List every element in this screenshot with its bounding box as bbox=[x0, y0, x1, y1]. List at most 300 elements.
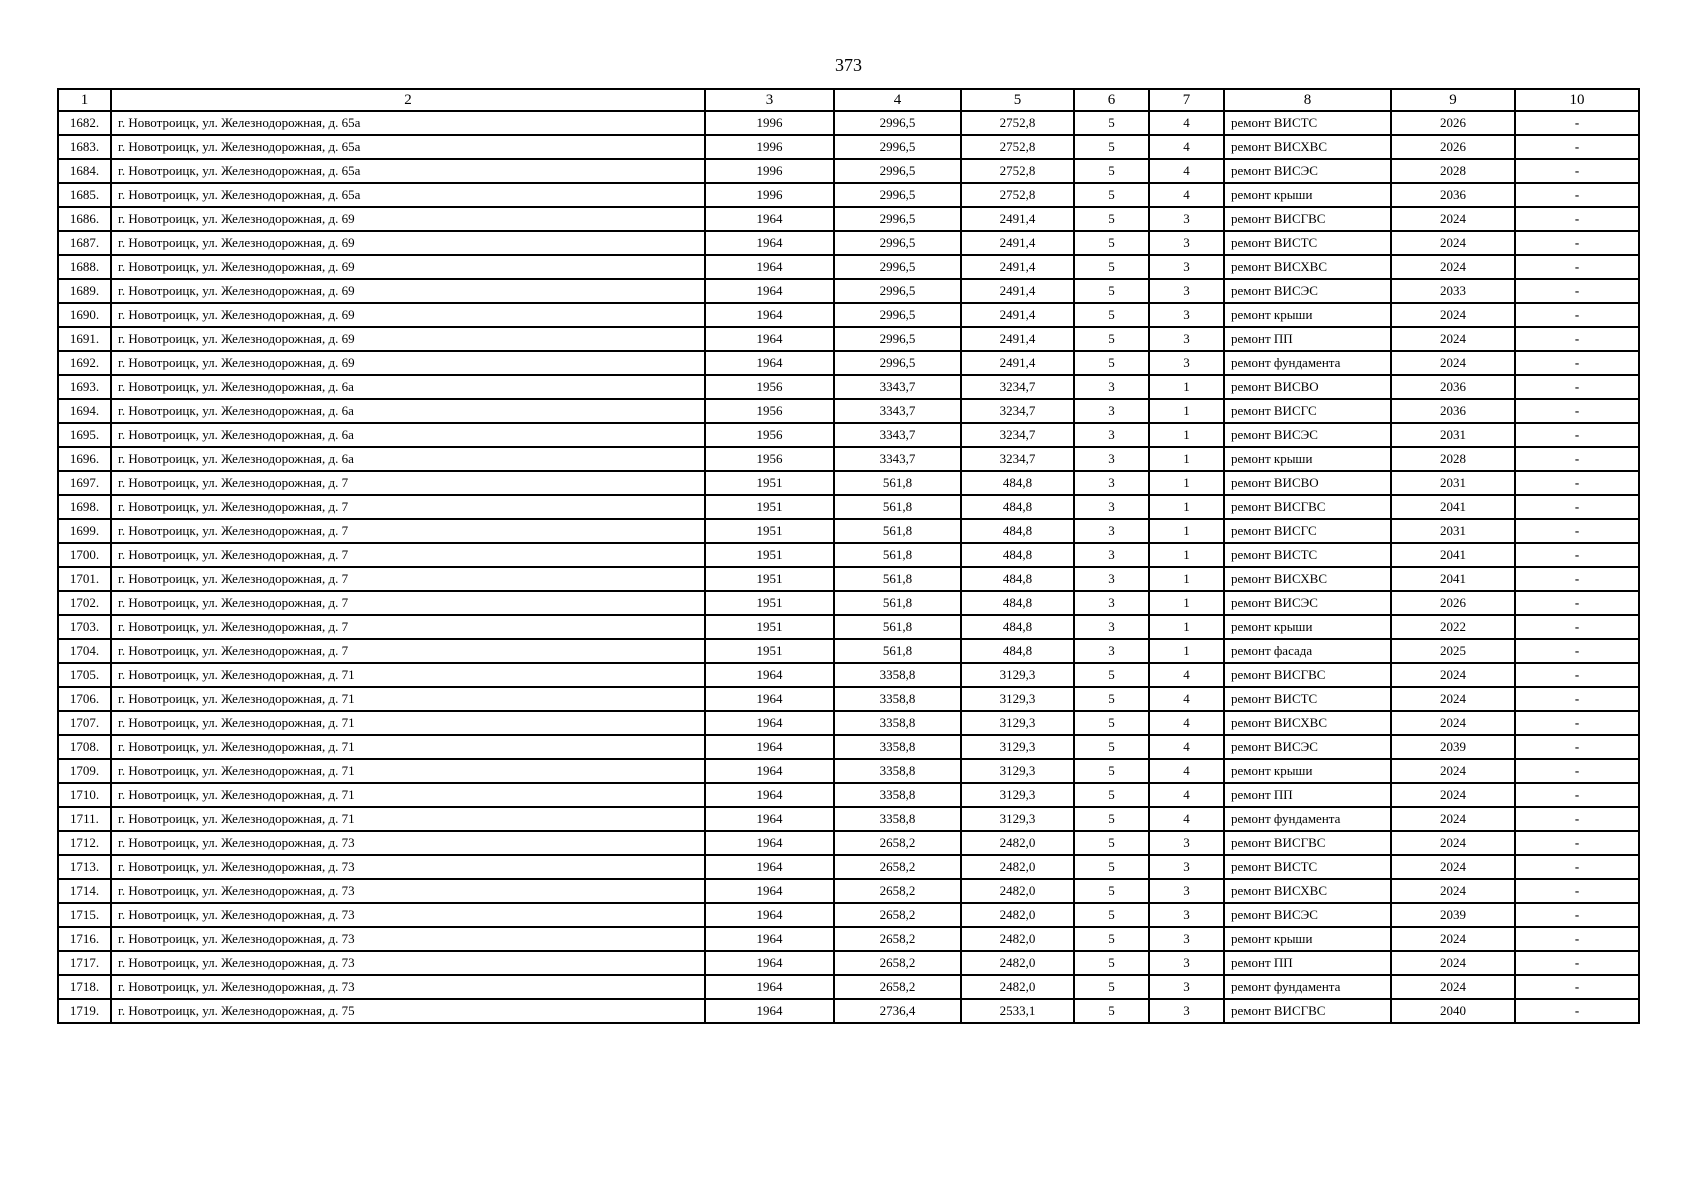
total-area-cell: 2996,5 bbox=[834, 183, 961, 207]
extra-cell: - bbox=[1515, 879, 1639, 903]
planned-year-cell: 2039 bbox=[1391, 903, 1515, 927]
table-row bbox=[58, 783, 1639, 807]
extra-cell: - bbox=[1515, 951, 1639, 975]
planned-year-cell: 2039 bbox=[1391, 735, 1515, 759]
year-cell: 1951 bbox=[705, 471, 834, 495]
extra-cell: - bbox=[1515, 303, 1639, 327]
work-type-cell: ремонт ВИСЭС bbox=[1224, 591, 1391, 615]
address-cell: г. Новотроицк, ул. Железнодорожная, д. 71 bbox=[111, 783, 705, 807]
entrances-cell: 1 bbox=[1149, 519, 1224, 543]
row-number-cell: 1709. bbox=[58, 759, 111, 783]
entrances-cell: 4 bbox=[1149, 663, 1224, 687]
total-area-cell: 3343,7 bbox=[834, 375, 961, 399]
floors-cell: 5 bbox=[1074, 111, 1149, 135]
total-area-cell: 2996,5 bbox=[834, 255, 961, 279]
row-number-cell: 1715. bbox=[58, 903, 111, 927]
work-type-cell: ремонт крыши bbox=[1224, 615, 1391, 639]
entrances-cell: 4 bbox=[1149, 807, 1224, 831]
column-header: 3 bbox=[705, 89, 834, 111]
living-area-cell: 3129,3 bbox=[961, 783, 1074, 807]
extra-cell: - bbox=[1515, 447, 1639, 471]
total-area-cell: 2996,5 bbox=[834, 351, 961, 375]
living-area-cell: 3129,3 bbox=[961, 759, 1074, 783]
row-number-cell: 1716. bbox=[58, 927, 111, 951]
year-cell: 1964 bbox=[705, 903, 834, 927]
floors-cell: 5 bbox=[1074, 855, 1149, 879]
entrances-cell: 3 bbox=[1149, 951, 1224, 975]
entrances-cell: 3 bbox=[1149, 927, 1224, 951]
total-area-cell: 2658,2 bbox=[834, 927, 961, 951]
address-cell: г. Новотроицк, ул. Железнодорожная, д. 73 bbox=[111, 975, 705, 999]
table-row bbox=[58, 279, 1639, 303]
work-type-cell: ремонт ПП bbox=[1224, 783, 1391, 807]
table-row bbox=[58, 975, 1639, 999]
planned-year-cell: 2031 bbox=[1391, 423, 1515, 447]
entrances-cell: 3 bbox=[1149, 879, 1224, 903]
year-cell: 1964 bbox=[705, 807, 834, 831]
entrances-cell: 3 bbox=[1149, 999, 1224, 1023]
floors-cell: 3 bbox=[1074, 639, 1149, 663]
living-area-cell: 2752,8 bbox=[961, 183, 1074, 207]
address-cell: г. Новотроицк, ул. Железнодорожная, д. 71 bbox=[111, 711, 705, 735]
work-type-cell: ремонт ВИСГВС bbox=[1224, 663, 1391, 687]
row-number-cell: 1689. bbox=[58, 279, 111, 303]
address-cell: г. Новотроицк, ул. Железнодорожная, д. 73 bbox=[111, 879, 705, 903]
header-row bbox=[58, 89, 1639, 111]
living-area-cell: 2491,4 bbox=[961, 351, 1074, 375]
table-row bbox=[58, 495, 1639, 519]
extra-cell: - bbox=[1515, 687, 1639, 711]
work-type-cell: ремонт ВИСХВС bbox=[1224, 567, 1391, 591]
floors-cell: 5 bbox=[1074, 183, 1149, 207]
table-row bbox=[58, 999, 1639, 1023]
planned-year-cell: 2024 bbox=[1391, 255, 1515, 279]
extra-cell: - bbox=[1515, 183, 1639, 207]
floors-cell: 3 bbox=[1074, 423, 1149, 447]
year-cell: 1996 bbox=[705, 135, 834, 159]
table-header bbox=[58, 89, 1639, 111]
living-area-cell: 2482,0 bbox=[961, 879, 1074, 903]
year-cell: 1996 bbox=[705, 111, 834, 135]
planned-year-cell: 2036 bbox=[1391, 375, 1515, 399]
table-row bbox=[58, 927, 1639, 951]
row-number-cell: 1687. bbox=[58, 231, 111, 255]
year-cell: 1951 bbox=[705, 495, 834, 519]
extra-cell: - bbox=[1515, 711, 1639, 735]
address-cell: г. Новотроицк, ул. Железнодорожная, д. 6а bbox=[111, 423, 705, 447]
floors-cell: 5 bbox=[1074, 927, 1149, 951]
work-type-cell: ремонт фундамента bbox=[1224, 975, 1391, 999]
entrances-cell: 3 bbox=[1149, 975, 1224, 999]
row-number-cell: 1719. bbox=[58, 999, 111, 1023]
year-cell: 1956 bbox=[705, 375, 834, 399]
row-number-cell: 1697. bbox=[58, 471, 111, 495]
table-row bbox=[58, 543, 1639, 567]
address-cell: г. Новотроицк, ул. Железнодорожная, д. 73 bbox=[111, 855, 705, 879]
work-type-cell: ремонт крыши bbox=[1224, 447, 1391, 471]
floors-cell: 5 bbox=[1074, 831, 1149, 855]
year-cell: 1996 bbox=[705, 183, 834, 207]
living-area-cell: 3234,7 bbox=[961, 447, 1074, 471]
total-area-cell: 2996,5 bbox=[834, 231, 961, 255]
total-area-cell: 2996,5 bbox=[834, 135, 961, 159]
planned-year-cell: 2041 bbox=[1391, 567, 1515, 591]
total-area-cell: 2658,2 bbox=[834, 951, 961, 975]
address-cell: г. Новотроицк, ул. Железнодорожная, д. 69 bbox=[111, 279, 705, 303]
row-number-cell: 1707. bbox=[58, 711, 111, 735]
year-cell: 1956 bbox=[705, 399, 834, 423]
table-row bbox=[58, 351, 1639, 375]
entrances-cell: 3 bbox=[1149, 231, 1224, 255]
floors-cell: 3 bbox=[1074, 495, 1149, 519]
entrances-cell: 3 bbox=[1149, 351, 1224, 375]
year-cell: 1964 bbox=[705, 231, 834, 255]
planned-year-cell: 2024 bbox=[1391, 327, 1515, 351]
table-row bbox=[58, 399, 1639, 423]
row-number-cell: 1695. bbox=[58, 423, 111, 447]
year-cell: 1964 bbox=[705, 879, 834, 903]
extra-cell: - bbox=[1515, 423, 1639, 447]
row-number-cell: 1698. bbox=[58, 495, 111, 519]
entrances-cell: 1 bbox=[1149, 375, 1224, 399]
entrances-cell: 4 bbox=[1149, 183, 1224, 207]
address-cell: г. Новотроицк, ул. Железнодорожная, д. 7 bbox=[111, 471, 705, 495]
total-area-cell: 561,8 bbox=[834, 519, 961, 543]
floors-cell: 5 bbox=[1074, 663, 1149, 687]
table-row bbox=[58, 711, 1639, 735]
table-row bbox=[58, 423, 1639, 447]
extra-cell: - bbox=[1515, 255, 1639, 279]
extra-cell: - bbox=[1515, 159, 1639, 183]
extra-cell: - bbox=[1515, 639, 1639, 663]
extra-cell: - bbox=[1515, 615, 1639, 639]
living-area-cell: 2491,4 bbox=[961, 303, 1074, 327]
living-area-cell: 484,8 bbox=[961, 495, 1074, 519]
row-number-cell: 1686. bbox=[58, 207, 111, 231]
extra-cell: - bbox=[1515, 663, 1639, 687]
address-cell: г. Новотроицк, ул. Железнодорожная, д. 65а bbox=[111, 135, 705, 159]
table-row bbox=[58, 567, 1639, 591]
total-area-cell: 3358,8 bbox=[834, 807, 961, 831]
total-area-cell: 2996,5 bbox=[834, 303, 961, 327]
entrances-cell: 3 bbox=[1149, 255, 1224, 279]
address-cell: г. Новотроицк, ул. Железнодорожная, д. 73 bbox=[111, 951, 705, 975]
address-cell: г. Новотроицк, ул. Железнодорожная, д. 71 bbox=[111, 663, 705, 687]
column-header: 10 bbox=[1515, 89, 1639, 111]
table-row bbox=[58, 759, 1639, 783]
year-cell: 1956 bbox=[705, 423, 834, 447]
total-area-cell: 561,8 bbox=[834, 495, 961, 519]
living-area-cell: 3234,7 bbox=[961, 423, 1074, 447]
address-cell: г. Новотроицк, ул. Железнодорожная, д. 69 bbox=[111, 231, 705, 255]
row-number-cell: 1699. bbox=[58, 519, 111, 543]
year-cell: 1964 bbox=[705, 735, 834, 759]
total-area-cell: 2996,5 bbox=[834, 279, 961, 303]
table-row bbox=[58, 519, 1639, 543]
floors-cell: 5 bbox=[1074, 807, 1149, 831]
work-type-cell: ремонт ВИСТС bbox=[1224, 855, 1391, 879]
total-area-cell: 3358,8 bbox=[834, 663, 961, 687]
planned-year-cell: 2024 bbox=[1391, 231, 1515, 255]
extra-cell: - bbox=[1515, 927, 1639, 951]
work-type-cell: ремонт ВИСХВС bbox=[1224, 255, 1391, 279]
total-area-cell: 2996,5 bbox=[834, 159, 961, 183]
extra-cell: - bbox=[1515, 999, 1639, 1023]
extra-cell: - bbox=[1515, 327, 1639, 351]
extra-cell: - bbox=[1515, 855, 1639, 879]
extra-cell: - bbox=[1515, 351, 1639, 375]
floors-cell: 5 bbox=[1074, 711, 1149, 735]
floors-cell: 3 bbox=[1074, 591, 1149, 615]
table-row bbox=[58, 111, 1639, 135]
table-row bbox=[58, 831, 1639, 855]
planned-year-cell: 2024 bbox=[1391, 927, 1515, 951]
year-cell: 1996 bbox=[705, 159, 834, 183]
floors-cell: 5 bbox=[1074, 255, 1149, 279]
extra-cell: - bbox=[1515, 495, 1639, 519]
planned-year-cell: 2031 bbox=[1391, 519, 1515, 543]
work-type-cell: ремонт ВИСХВС bbox=[1224, 879, 1391, 903]
entrances-cell: 4 bbox=[1149, 687, 1224, 711]
living-area-cell: 3129,3 bbox=[961, 735, 1074, 759]
extra-cell: - bbox=[1515, 783, 1639, 807]
planned-year-cell: 2040 bbox=[1391, 999, 1515, 1023]
year-cell: 1964 bbox=[705, 207, 834, 231]
address-cell: г. Новотроицк, ул. Железнодорожная, д. 6а bbox=[111, 399, 705, 423]
year-cell: 1951 bbox=[705, 519, 834, 543]
extra-cell: - bbox=[1515, 111, 1639, 135]
entrances-cell: 1 bbox=[1149, 543, 1224, 567]
total-area-cell: 3343,7 bbox=[834, 423, 961, 447]
year-cell: 1951 bbox=[705, 543, 834, 567]
entrances-cell: 1 bbox=[1149, 471, 1224, 495]
total-area-cell: 561,8 bbox=[834, 543, 961, 567]
planned-year-cell: 2024 bbox=[1391, 663, 1515, 687]
year-cell: 1964 bbox=[705, 759, 834, 783]
living-area-cell: 2482,0 bbox=[961, 855, 1074, 879]
extra-cell: - bbox=[1515, 399, 1639, 423]
work-type-cell: ремонт ВИСЭС bbox=[1224, 735, 1391, 759]
total-area-cell: 561,8 bbox=[834, 471, 961, 495]
living-area-cell: 2482,0 bbox=[961, 951, 1074, 975]
entrances-cell: 1 bbox=[1149, 639, 1224, 663]
planned-year-cell: 2025 bbox=[1391, 639, 1515, 663]
planned-year-cell: 2026 bbox=[1391, 135, 1515, 159]
total-area-cell: 3358,8 bbox=[834, 711, 961, 735]
planned-year-cell: 2024 bbox=[1391, 879, 1515, 903]
floors-cell: 5 bbox=[1074, 279, 1149, 303]
living-area-cell: 2482,0 bbox=[961, 903, 1074, 927]
row-number-cell: 1700. bbox=[58, 543, 111, 567]
row-number-cell: 1713. bbox=[58, 855, 111, 879]
row-number-cell: 1694. bbox=[58, 399, 111, 423]
address-cell: г. Новотроицк, ул. Железнодорожная, д. 7 bbox=[111, 639, 705, 663]
floors-cell: 5 bbox=[1074, 951, 1149, 975]
row-number-cell: 1691. bbox=[58, 327, 111, 351]
living-area-cell: 484,8 bbox=[961, 543, 1074, 567]
extra-cell: - bbox=[1515, 759, 1639, 783]
extra-cell: - bbox=[1515, 279, 1639, 303]
floors-cell: 5 bbox=[1074, 135, 1149, 159]
work-type-cell: ремонт ВИСЭС bbox=[1224, 423, 1391, 447]
table-row bbox=[58, 663, 1639, 687]
work-type-cell: ремонт ВИСГС bbox=[1224, 399, 1391, 423]
planned-year-cell: 2036 bbox=[1391, 183, 1515, 207]
row-number-cell: 1718. bbox=[58, 975, 111, 999]
table-row bbox=[58, 183, 1639, 207]
floors-cell: 3 bbox=[1074, 567, 1149, 591]
living-area-cell: 2491,4 bbox=[961, 231, 1074, 255]
table-row bbox=[58, 807, 1639, 831]
total-area-cell: 2658,2 bbox=[834, 831, 961, 855]
repair-schedule-table bbox=[57, 88, 1640, 1024]
work-type-cell: ремонт ВИСГС bbox=[1224, 519, 1391, 543]
planned-year-cell: 2041 bbox=[1391, 495, 1515, 519]
entrances-cell: 3 bbox=[1149, 327, 1224, 351]
living-area-cell: 2482,0 bbox=[961, 975, 1074, 999]
row-number-cell: 1683. bbox=[58, 135, 111, 159]
planned-year-cell: 2024 bbox=[1391, 831, 1515, 855]
planned-year-cell: 2028 bbox=[1391, 447, 1515, 471]
living-area-cell: 2752,8 bbox=[961, 159, 1074, 183]
work-type-cell: ремонт ВИСТС bbox=[1224, 111, 1391, 135]
table-row bbox=[58, 471, 1639, 495]
planned-year-cell: 2024 bbox=[1391, 783, 1515, 807]
planned-year-cell: 2024 bbox=[1391, 951, 1515, 975]
year-cell: 1964 bbox=[705, 783, 834, 807]
entrances-cell: 3 bbox=[1149, 207, 1224, 231]
entrances-cell: 4 bbox=[1149, 759, 1224, 783]
total-area-cell: 561,8 bbox=[834, 615, 961, 639]
column-header: 6 bbox=[1074, 89, 1149, 111]
row-number-cell: 1714. bbox=[58, 879, 111, 903]
extra-cell: - bbox=[1515, 471, 1639, 495]
row-number-cell: 1690. bbox=[58, 303, 111, 327]
floors-cell: 5 bbox=[1074, 303, 1149, 327]
living-area-cell: 2752,8 bbox=[961, 111, 1074, 135]
living-area-cell: 484,8 bbox=[961, 519, 1074, 543]
work-type-cell: ремонт ВИСТС bbox=[1224, 543, 1391, 567]
total-area-cell: 2658,2 bbox=[834, 903, 961, 927]
work-type-cell: ремонт ВИСГВС bbox=[1224, 831, 1391, 855]
address-cell: г. Новотроицк, ул. Железнодорожная, д. 65а bbox=[111, 159, 705, 183]
floors-cell: 3 bbox=[1074, 447, 1149, 471]
work-type-cell: ремонт ВИСГВС bbox=[1224, 495, 1391, 519]
planned-year-cell: 2024 bbox=[1391, 207, 1515, 231]
living-area-cell: 3129,3 bbox=[961, 711, 1074, 735]
floors-cell: 3 bbox=[1074, 375, 1149, 399]
address-cell: г. Новотроицк, ул. Железнодорожная, д. 71 bbox=[111, 735, 705, 759]
year-cell: 1964 bbox=[705, 663, 834, 687]
floors-cell: 5 bbox=[1074, 207, 1149, 231]
planned-year-cell: 2024 bbox=[1391, 759, 1515, 783]
year-cell: 1964 bbox=[705, 951, 834, 975]
extra-cell: - bbox=[1515, 375, 1639, 399]
entrances-cell: 1 bbox=[1149, 423, 1224, 447]
total-area-cell: 561,8 bbox=[834, 639, 961, 663]
living-area-cell: 2533,1 bbox=[961, 999, 1074, 1023]
table-row bbox=[58, 303, 1639, 327]
planned-year-cell: 2024 bbox=[1391, 855, 1515, 879]
work-type-cell: ремонт крыши bbox=[1224, 183, 1391, 207]
work-type-cell: ремонт крыши bbox=[1224, 927, 1391, 951]
table-row bbox=[58, 255, 1639, 279]
living-area-cell: 3129,3 bbox=[961, 807, 1074, 831]
address-cell: г. Новотроицк, ул. Железнодорожная, д. 65а bbox=[111, 183, 705, 207]
address-cell: г. Новотроицк, ул. Железнодорожная, д. 75 bbox=[111, 999, 705, 1023]
extra-cell: - bbox=[1515, 735, 1639, 759]
address-cell: г. Новотроицк, ул. Железнодорожная, д. 6а bbox=[111, 447, 705, 471]
column-header: 4 bbox=[834, 89, 961, 111]
floors-cell: 3 bbox=[1074, 399, 1149, 423]
total-area-cell: 2996,5 bbox=[834, 327, 961, 351]
address-cell: г. Новотроицк, ул. Железнодорожная, д. 69 bbox=[111, 255, 705, 279]
year-cell: 1964 bbox=[705, 303, 834, 327]
living-area-cell: 2482,0 bbox=[961, 831, 1074, 855]
address-cell: г. Новотроицк, ул. Железнодорожная, д. 71 bbox=[111, 759, 705, 783]
table-row bbox=[58, 207, 1639, 231]
year-cell: 1964 bbox=[705, 831, 834, 855]
year-cell: 1964 bbox=[705, 279, 834, 303]
row-number-cell: 1688. bbox=[58, 255, 111, 279]
living-area-cell: 3129,3 bbox=[961, 687, 1074, 711]
entrances-cell: 1 bbox=[1149, 495, 1224, 519]
extra-cell: - bbox=[1515, 807, 1639, 831]
address-cell: г. Новотроицк, ул. Железнодорожная, д. 73 bbox=[111, 831, 705, 855]
living-area-cell: 2491,4 bbox=[961, 279, 1074, 303]
table-row bbox=[58, 639, 1639, 663]
planned-year-cell: 2024 bbox=[1391, 687, 1515, 711]
work-type-cell: ремонт ВИСВО bbox=[1224, 375, 1391, 399]
entrances-cell: 3 bbox=[1149, 279, 1224, 303]
table-row bbox=[58, 159, 1639, 183]
address-cell: г. Новотроицк, ул. Железнодорожная, д. 69 bbox=[111, 351, 705, 375]
address-cell: г. Новотроицк, ул. Железнодорожная, д. 69 bbox=[111, 327, 705, 351]
table-row bbox=[58, 327, 1639, 351]
entrances-cell: 1 bbox=[1149, 591, 1224, 615]
floors-cell: 5 bbox=[1074, 735, 1149, 759]
work-type-cell: ремонт фундамента bbox=[1224, 807, 1391, 831]
work-type-cell: ремонт ВИСВО bbox=[1224, 471, 1391, 495]
table-body bbox=[58, 111, 1639, 1023]
living-area-cell: 3129,3 bbox=[961, 663, 1074, 687]
entrances-cell: 1 bbox=[1149, 399, 1224, 423]
address-cell: г. Новотроицк, ул. Железнодорожная, д. 7 bbox=[111, 495, 705, 519]
total-area-cell: 2736,4 bbox=[834, 999, 961, 1023]
address-cell: г. Новотроицк, ул. Железнодорожная, д. 69 bbox=[111, 207, 705, 231]
planned-year-cell: 2031 bbox=[1391, 471, 1515, 495]
extra-cell: - bbox=[1515, 231, 1639, 255]
table-row bbox=[58, 903, 1639, 927]
work-type-cell: ремонт крыши bbox=[1224, 759, 1391, 783]
table-row bbox=[58, 687, 1639, 711]
total-area-cell: 3358,8 bbox=[834, 735, 961, 759]
work-type-cell: ремонт ВИСТС bbox=[1224, 231, 1391, 255]
entrances-cell: 4 bbox=[1149, 159, 1224, 183]
row-number-cell: 1708. bbox=[58, 735, 111, 759]
column-header: 2 bbox=[111, 89, 705, 111]
total-area-cell: 561,8 bbox=[834, 567, 961, 591]
row-number-cell: 1693. bbox=[58, 375, 111, 399]
row-number-cell: 1702. bbox=[58, 591, 111, 615]
year-cell: 1951 bbox=[705, 591, 834, 615]
total-area-cell: 2996,5 bbox=[834, 207, 961, 231]
column-header: 7 bbox=[1149, 89, 1224, 111]
extra-cell: - bbox=[1515, 831, 1639, 855]
planned-year-cell: 2036 bbox=[1391, 399, 1515, 423]
year-cell: 1964 bbox=[705, 687, 834, 711]
extra-cell: - bbox=[1515, 591, 1639, 615]
